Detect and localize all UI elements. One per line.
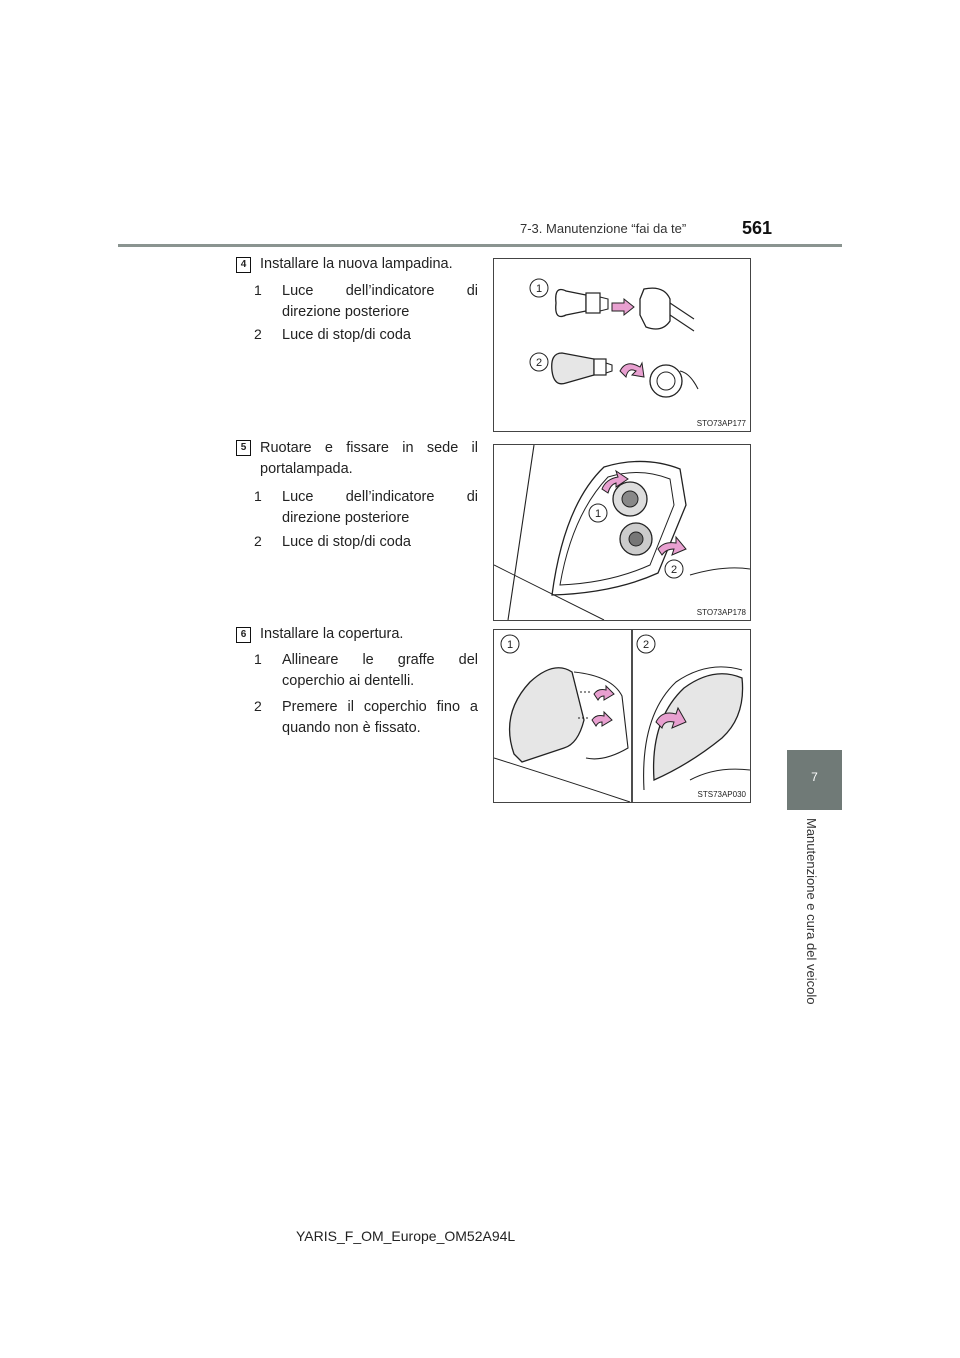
step-number-badge: 5 (236, 440, 251, 456)
bulb-installation-illustration (493, 258, 751, 432)
item-text: Premere il coperchio fino a quando non è fissato. (282, 699, 478, 736)
step-number-badge: 6 (236, 627, 251, 643)
header-divider (118, 244, 842, 247)
figure-code: STO73AP177 (696, 419, 746, 428)
step-instruction: Installare la nuova lampadina. (260, 256, 453, 272)
item-number: 2 (254, 326, 262, 342)
step-number-badge: 4 (236, 257, 251, 273)
svg-text:1: 1 (506, 639, 514, 651)
page-number: 561 (742, 218, 773, 238)
step-instruction: Ruotare e fissare in sede il portalampada. (260, 440, 478, 477)
item-text: Luce di stop/di coda (282, 327, 411, 343)
section-title: 7-3. Manutenzione “fai da te” (520, 221, 687, 236)
bulb-drawing (494, 259, 750, 431)
item-number: 1 (254, 488, 262, 504)
svg-text:2: 2 (642, 639, 650, 651)
item-number: 2 (254, 698, 262, 714)
item-text: Luce dell’indicatore di direzione posteriore (282, 283, 478, 320)
figure-code: STS73AP030 (697, 790, 746, 799)
chapter-title: Manutenzione e cura del veicolo (804, 818, 819, 1005)
svg-text:2: 2 (535, 357, 543, 369)
lamp-holder-drawing (494, 445, 750, 620)
svg-text:1: 1 (535, 283, 543, 295)
figure-code: STO73AP178 (696, 608, 746, 617)
lamp-holder-illustration (493, 444, 751, 621)
document-footer: YARIS_F_OM_Europe_OM52A94L (296, 1228, 516, 1244)
item-number: 1 (254, 651, 262, 667)
svg-text:2: 2 (670, 564, 678, 576)
chapter-tab[interactable]: 7 (787, 750, 842, 810)
step-instruction: Installare la copertura. (260, 626, 404, 642)
svg-text:1: 1 (594, 508, 602, 520)
item-text: Allineare le graffe del coperchio ai dentelli. (282, 652, 478, 689)
item-text: Luce di stop/di coda (282, 534, 411, 550)
cover-installation-illustration (493, 629, 751, 803)
item-number: 2 (254, 533, 262, 549)
item-text: Luce dell’indicatore di direzione posteriore (282, 489, 478, 526)
item-number: 1 (254, 282, 262, 298)
cover-drawing (494, 630, 750, 802)
